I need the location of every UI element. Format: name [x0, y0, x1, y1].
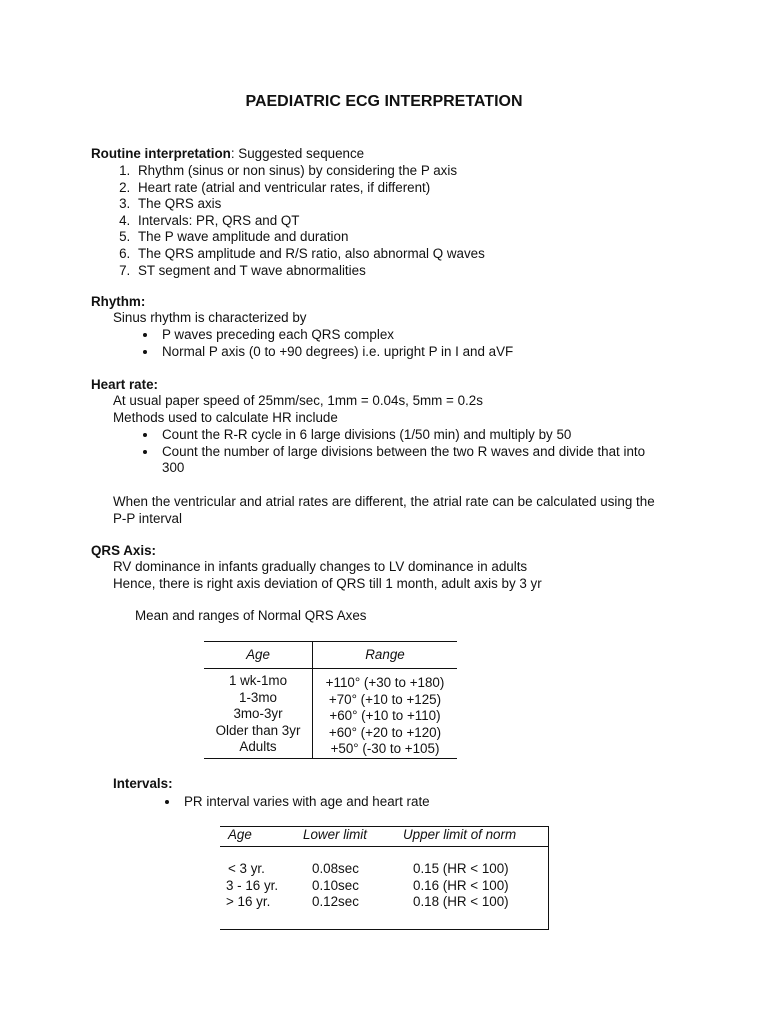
range-value: +50° (-30 to +105) [330, 741, 440, 757]
heart-rate-paper-speed: At usual paper speed of 25mm/sec, 1mm = 0.04s, 5mm = 0.2s [113, 393, 483, 408]
column-header-upper-limit: Upper limit of norm [403, 827, 517, 842]
range-cell [313, 669, 458, 759]
rhythm-intro: Sinus rhythm is characterized by [113, 310, 307, 325]
list-item: • Normal P axis (0 to +90 degrees) i.e. upright P in I and aVF [158, 344, 513, 361]
table-cell: > 16 yr. [226, 894, 271, 909]
list-item: • P waves preceding each QRS complex [158, 327, 513, 344]
range-value: +60° (+10 to +110) [329, 708, 441, 724]
qrs-axes-table [204, 641, 457, 759]
age-value: 3mo-3yr [233, 706, 283, 722]
heart-rate-note-line1: When the ventricular and atrial rates are different, the atrial rate can be calculated using the [113, 494, 655, 509]
column-header-age: Age [228, 827, 252, 842]
table-cell: 0.08sec [312, 861, 359, 876]
routine-heading: Routine interpretation [91, 146, 231, 161]
age-cell [204, 669, 313, 759]
qrs-axis-line1: RV dominance in infants gradually changes to LV dominance in adults [113, 559, 528, 574]
heart-rate-bullet-list [134, 427, 645, 477]
list-item: 4. Intervals: PR, QRS and QT [134, 213, 485, 230]
column-header-lower-limit: Lower limit [303, 827, 367, 842]
routine-heading-suffix: : Suggested sequence [230, 146, 365, 161]
table-header-row [204, 642, 457, 669]
table-row [204, 669, 457, 759]
list-item-line: Count the number of large divisions between the two R waves and divide that into [162, 443, 646, 459]
intervals-heading: Intervals: [113, 776, 173, 791]
page-title: PAEDIATRIC ECG INTERPRETATION [245, 93, 523, 110]
table-cell: 0.12sec [312, 894, 359, 909]
list-item: 6. The QRS amplitude and R/S ratio, also abnormal Q waves [134, 246, 485, 263]
rhythm-heading: Rhythm: [91, 294, 146, 309]
intervals-bullet-list [156, 794, 430, 811]
age-value: Older than 3yr [215, 722, 301, 738]
age-value: 1 wk-1mo [228, 673, 288, 688]
qrs-axis-heading: QRS Axis: [91, 543, 156, 558]
heart-rate-methods: Methods used to calculate HR include [113, 410, 338, 425]
heart-rate-heading: Heart rate: [91, 377, 158, 392]
age-value: Adults [239, 739, 277, 755]
qrs-axis-line2: Hence, there is right axis deviation of QRS till 1 month, adult axis by 3 yr [113, 576, 542, 591]
range-value: +60° (+20 to +120) [328, 724, 442, 740]
list-item: 3. The QRS axis [134, 196, 485, 213]
list-item [158, 444, 645, 477]
table-cell: 3 - 16 yr. [226, 878, 279, 893]
routine-sequence-list [110, 163, 485, 279]
list-item-line: 300 [162, 460, 185, 476]
table-cell: 0.16 (HR < 100) [413, 878, 509, 893]
list-item: 2. Heart rate (atrial and ventricular rates, if different) [134, 180, 485, 197]
table-header-divider [220, 846, 549, 847]
age-value: 1-3mo [239, 689, 277, 705]
list-item: • Count the R-R cycle in 6 large divisions (1/50 min) and multiply by 50 [158, 427, 645, 444]
routine-heading-line [91, 146, 364, 163]
table-cell: 0.15 (HR < 100) [413, 861, 509, 876]
range-value: +110° (+30 to +180) [325, 675, 445, 690]
column-header-age: Age [204, 642, 313, 669]
table-cell: < 3 yr. [228, 861, 265, 876]
column-header-range: Range [365, 646, 405, 662]
list-item: 7. ST segment and T wave abnormalities [134, 263, 485, 280]
heart-rate-note-line2: P-P interval [113, 511, 182, 526]
list-item: 5. The P wave amplitude and duration [134, 229, 485, 246]
qrs-table-caption: Mean and ranges of Normal QRS Axes [135, 608, 367, 623]
table-cell: 0.18 (HR < 100) [413, 894, 509, 909]
list-item: 1. Rhythm (sinus or non sinus) by considering the P axis [134, 163, 485, 180]
table-cell: 0.10sec [312, 878, 359, 893]
range-value: +70° (+10 to +125) [328, 691, 442, 707]
rhythm-bullet-list [134, 327, 513, 360]
list-item: • PR interval varies with age and heart rate [180, 794, 430, 811]
